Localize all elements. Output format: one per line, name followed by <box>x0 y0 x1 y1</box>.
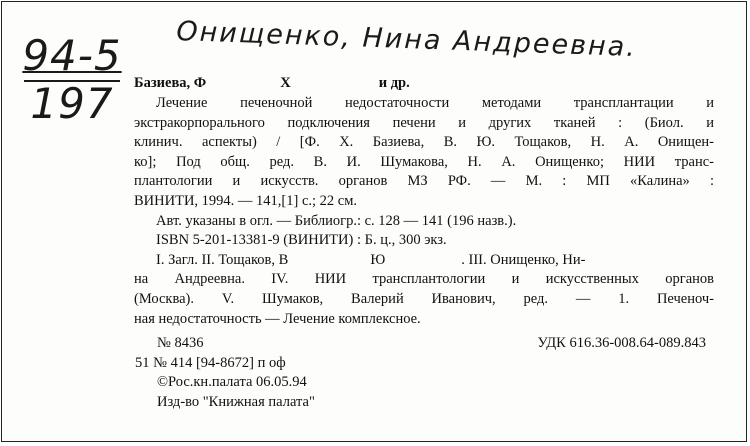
footer-order: 51 № 414 [94-8672] п оф <box>135 354 286 371</box>
heading-initial: Х <box>280 75 291 91</box>
udk-code: УДК 616.36-008.64-089.843 <box>537 335 706 351</box>
heading-author: Базиева, Ф <box>134 75 207 91</box>
handwritten-name: Онищенко, Нина Андреевна. <box>175 16 638 64</box>
body-line: экстракорпорального подключения печени и других тканей : (Биол. и <box>134 114 714 131</box>
body-line: ISBN 5-201-13381-9 (ВИНИТИ) : Б. ц., 300 экз. <box>156 232 447 249</box>
card-footer <box>135 334 315 412</box>
tracing-part: Ю <box>370 251 386 268</box>
shelf-number-top: 94-5 <box>22 31 122 80</box>
body-line: клинич. аспекты) / [Ф. Х. Базиева, В. Ю. Тощаков, Н. А. Онищен- <box>134 134 714 151</box>
tracing-part: . III. Онищенко, Ни- <box>461 251 586 268</box>
body-line: ВИНИТИ, 1994. — 141,[1] с.; 22 см. <box>134 192 358 209</box>
tracing-line <box>134 251 714 271</box>
tracing-part: I. Загл. II. Тощаков, В <box>156 251 289 268</box>
tracing-line: (Москва). V. Шумаков, Валерий Иванович, ред. — 1. Печеноч- <box>134 290 714 307</box>
card-heading <box>134 74 714 94</box>
body-line: Лечение печеночной недостаточности методами трансплантации и <box>156 95 714 111</box>
footer-chamber: ©Рос.кн.палата 06.05.94 <box>157 374 307 390</box>
body-line: Авт. указаны в огл. — Библиогр.: с. 128 — 141 (196 назв.). <box>156 212 517 229</box>
shelf-number-bottom: 197 <box>30 79 114 128</box>
handwritten-shelf-number <box>22 31 122 128</box>
footer-publisher: Изд-во "Книжная палата" <box>157 393 315 410</box>
card-body <box>134 94 714 329</box>
heading-et-al: и др. <box>378 75 410 91</box>
footer-number: № 8436 <box>157 335 204 351</box>
body-line: плантологии и искусств. органов МЗ РФ. — М. : МП «Калина» : <box>134 173 714 190</box>
catalog-card <box>1 1 747 442</box>
tracing-line: ная недостаточность — Лечение комплексное. <box>134 310 421 327</box>
tracing-line: на Андреевна. IV. НИИ трансплантологии и искусственных органов <box>134 271 714 288</box>
body-line: ко]; Под общ. ред. В. И. Шумакова, Н. А. Онищенко; НИИ транс- <box>134 153 714 170</box>
